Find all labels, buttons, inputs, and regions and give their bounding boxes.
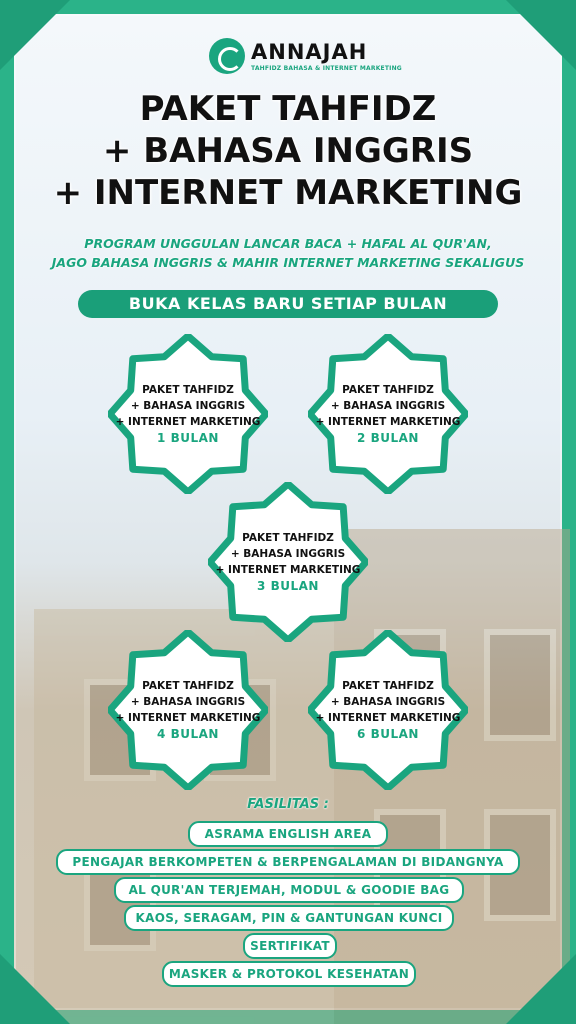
package-badge (308, 630, 468, 790)
title-line: + INTERNET MARKETING (53, 173, 523, 213)
subtitle-line: JAGO BAHASA INGGRIS & MAHIR INTERNET MARKETING SEKALIGUS (51, 255, 525, 270)
package-badge (308, 334, 468, 494)
package-line: + INTERNET MARKETING (315, 711, 461, 724)
corner-decoration (506, 0, 576, 70)
brand-name: ANNAJAH (251, 39, 368, 64)
facility-item: KAOS, SERAGAM, PIN & GANTUNGAN KUNCI (124, 905, 454, 931)
package-line: + INTERNET MARKETING (115, 415, 261, 428)
new-class-banner: BUKA KELAS BARU SETIAP BULAN (78, 290, 498, 318)
facility-item: PENGAJAR BERKOMPETEN & BERPENGALAMAN DI BIDANGNYA (56, 849, 520, 875)
package-badge (108, 334, 268, 494)
package-line: + INTERNET MARKETING (215, 563, 361, 576)
package-line: + BAHASA INGGRIS (330, 695, 446, 708)
package-line: + BAHASA INGGRIS (130, 695, 246, 708)
page-title (0, 88, 576, 214)
annajah-logo-icon (209, 38, 245, 74)
facilities-title: FASILITAS : (247, 797, 329, 812)
package-line: + BAHASA INGGRIS (130, 399, 246, 412)
corner-decoration (0, 0, 70, 70)
package-badge (208, 482, 368, 642)
package-line: + INTERNET MARKETING (115, 711, 261, 724)
program-subtitle (0, 234, 576, 272)
package-duration: 3 BULAN (257, 578, 319, 593)
package-duration: 2 BULAN (357, 430, 419, 445)
facility-item: MASKER & PROTOKOL KESEHATAN (162, 961, 416, 987)
corner-decoration (506, 954, 576, 1024)
package-line: PAKET TAHFIDZ (342, 383, 434, 396)
facility-item: SERTIFIKAT (243, 933, 337, 959)
brand-tagline: TAHFIDZ BAHASA & INTERNET MARKETING (251, 64, 402, 72)
package-duration: 1 BULAN (157, 430, 219, 445)
package-line: PAKET TAHFIDZ (142, 383, 234, 396)
facility-item: AL QUR'AN TERJEMAH, MODUL & GOODIE BAG (114, 877, 464, 903)
title-line: PAKET TAHFIDZ (139, 89, 437, 129)
package-badge (108, 630, 268, 790)
brand-logo (209, 38, 402, 74)
corner-decoration (0, 954, 70, 1024)
package-duration: 6 BULAN (357, 726, 419, 741)
subtitle-line: PROGRAM UNGGULAN LANCAR BACA + HAFAL AL QUR'AN, (84, 236, 492, 251)
package-line: PAKET TAHFIDZ (242, 531, 334, 544)
package-duration: 4 BULAN (157, 726, 219, 741)
title-line: + BAHASA INGGRIS (102, 131, 474, 171)
package-line: + INTERNET MARKETING (315, 415, 461, 428)
package-line: PAKET TAHFIDZ (342, 679, 434, 692)
package-line: + BAHASA INGGRIS (330, 399, 446, 412)
package-line: PAKET TAHFIDZ (142, 679, 234, 692)
facility-item: ASRAMA ENGLISH AREA (188, 821, 388, 847)
package-line: + BAHASA INGGRIS (230, 547, 346, 560)
